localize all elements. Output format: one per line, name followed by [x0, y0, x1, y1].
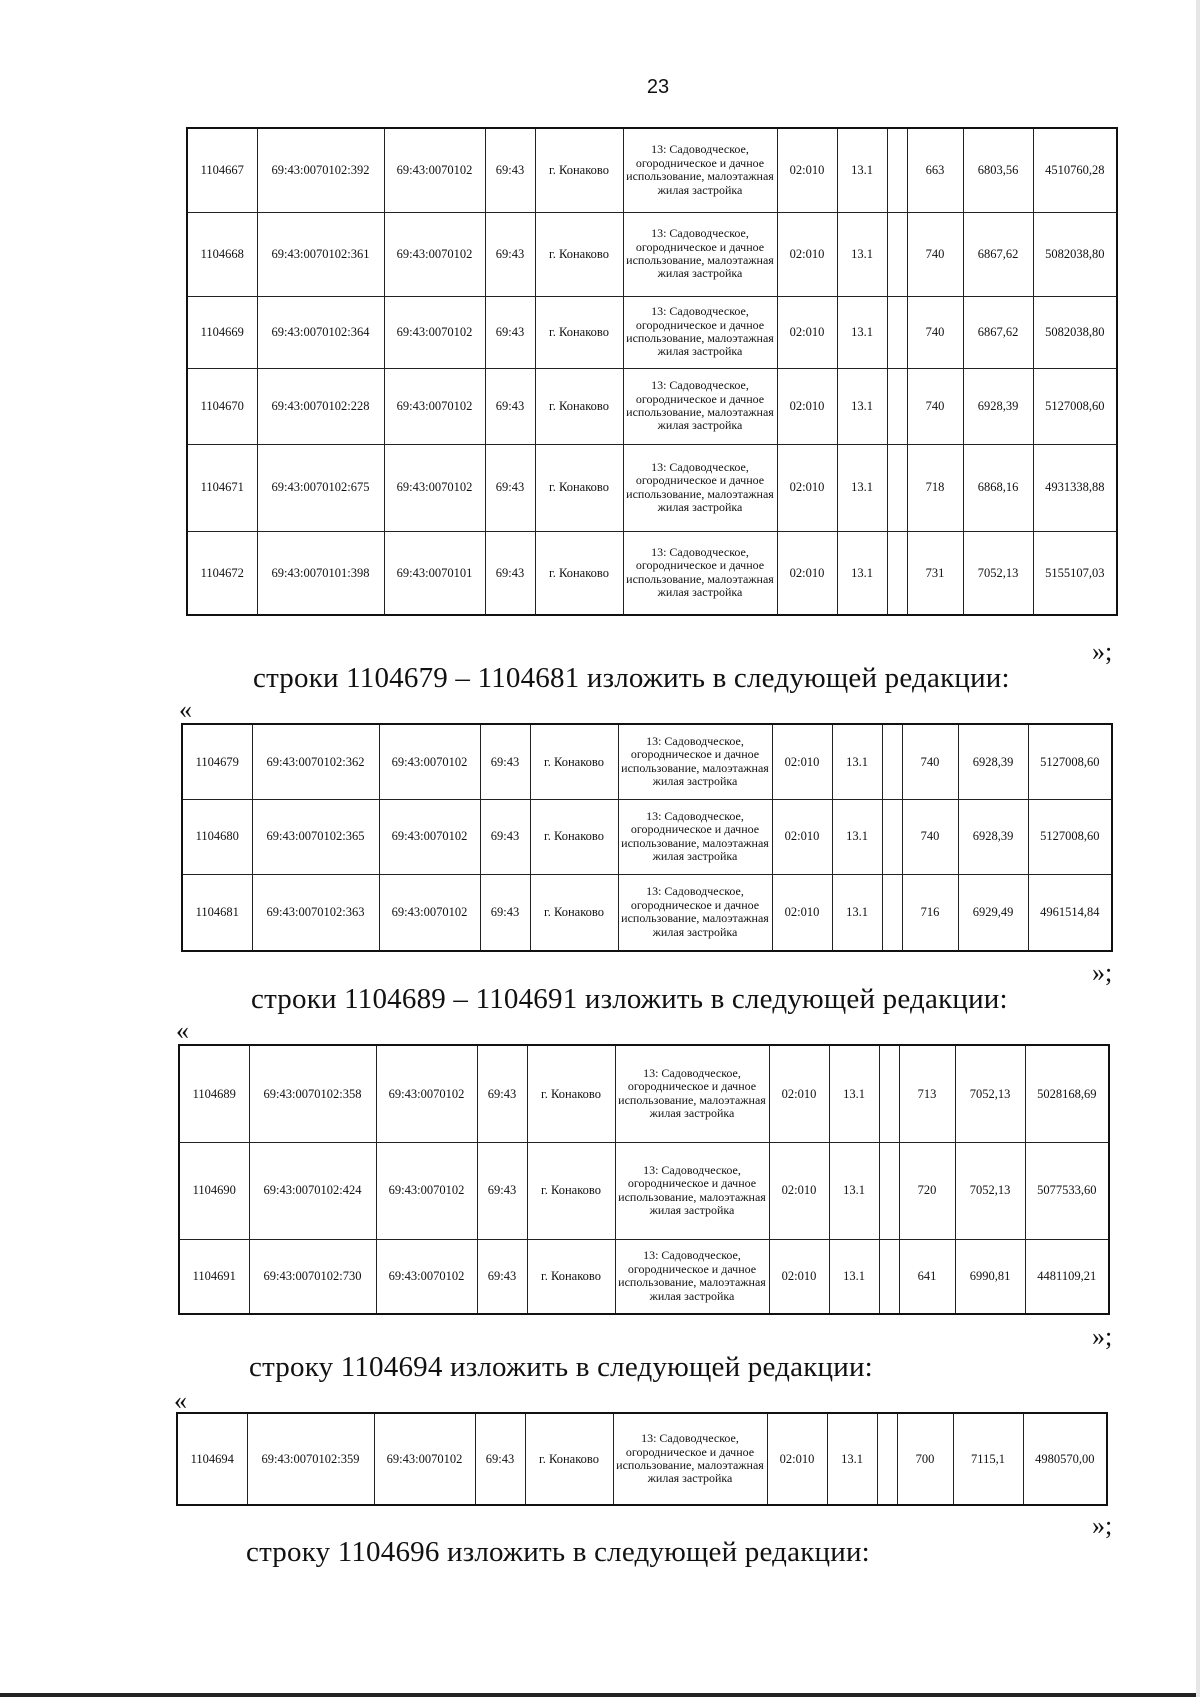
- cell-value: 5077533,60: [1025, 1142, 1109, 1239]
- cell-use: 13: Садоводческое, огородническое и дачное использование, малоэтажная жилая застройка: [615, 1142, 769, 1239]
- cell-group: 13.1: [832, 799, 882, 874]
- cell-quarter: 69:43:0070102: [384, 368, 485, 444]
- cell-quarter: 69:43:0070102: [374, 1413, 475, 1505]
- cell-use: 13: Садоводческое, огородническое и дачное использование, малоэтажная жилая застройка: [623, 212, 777, 296]
- cell-rate: 7115,1: [953, 1413, 1023, 1505]
- cell-area: 700: [897, 1413, 953, 1505]
- cell-id: 1104667: [187, 128, 257, 212]
- cell-use: 13: Садоводческое, огородническое и дачное использование, малоэтажная жилая застройка: [618, 874, 772, 951]
- land-plots-table: [181, 723, 1113, 952]
- cell-locality: г. Конаково: [530, 874, 618, 951]
- cell-id: 1104668: [187, 212, 257, 296]
- cell-group: 13.1: [837, 128, 887, 212]
- cell-blank: [887, 531, 907, 615]
- cell-area: 720: [899, 1142, 955, 1239]
- section-heading: строки 1104679 – 1104681 изложить в следующей редакции:: [253, 662, 1010, 694]
- cell-quarter: 69:43:0070102: [379, 799, 480, 874]
- table-row: [187, 444, 1117, 531]
- land-plots-table: [186, 127, 1118, 616]
- cell-cadastral: 69:43:0070102:358: [249, 1045, 376, 1142]
- table-row: [187, 296, 1117, 368]
- cell-group: 13.1: [837, 444, 887, 531]
- cell-code: 02:010: [772, 874, 832, 951]
- cell-cadastral: 69:43:0070102:424: [249, 1142, 376, 1239]
- cell-rate: 7052,13: [955, 1142, 1025, 1239]
- cell-id: 1104680: [182, 799, 252, 874]
- cell-rate: 6990,81: [955, 1239, 1025, 1314]
- cell-code: 02:010: [772, 724, 832, 799]
- table-row: [179, 1045, 1109, 1142]
- cell-group: 13.1: [837, 531, 887, 615]
- cell-quarter: 69:43:0070102: [376, 1142, 477, 1239]
- table-row: [182, 724, 1112, 799]
- cell-locality: г. Конаково: [535, 368, 623, 444]
- opening-quote: «: [174, 1386, 187, 1415]
- cell-cadastral: 69:43:0070102:365: [252, 799, 379, 874]
- cell-quarter: 69:43:0070102: [384, 444, 485, 531]
- scan-edge-right: [1196, 0, 1200, 1697]
- cell-code: 02:010: [777, 531, 837, 615]
- table-row: [187, 531, 1117, 615]
- cell-code: 02:010: [777, 368, 837, 444]
- cell-cadastral: 69:43:0070102:361: [257, 212, 384, 296]
- cell-quarter: 69:43:0070102: [384, 296, 485, 368]
- cell-cadastral: 69:43:0070102:364: [257, 296, 384, 368]
- cell-use: 13: Садоводческое, огородническое и дачное использование, малоэтажная жилая застройка: [615, 1239, 769, 1314]
- cell-district: 69:43: [480, 724, 530, 799]
- cell-blank: [879, 1142, 899, 1239]
- cell-use: 13: Садоводческое, огородническое и дачное использование, малоэтажная жилая застройка: [618, 724, 772, 799]
- cell-blank: [877, 1413, 897, 1505]
- cell-locality: г. Конаково: [527, 1239, 615, 1314]
- cell-id: 1104690: [179, 1142, 249, 1239]
- table-row: [179, 1239, 1109, 1314]
- cell-use: 13: Садоводческое, огородническое и дачное использование, малоэтажная жилая застройка: [613, 1413, 767, 1505]
- cell-rate: 6928,39: [958, 799, 1028, 874]
- cell-value: 4931338,88: [1033, 444, 1117, 531]
- cell-blank: [887, 128, 907, 212]
- cell-value: 5082038,80: [1033, 296, 1117, 368]
- cell-use: 13: Садоводческое, огородническое и дачное использование, малоэтажная жилая застройка: [623, 128, 777, 212]
- cell-rate: 6868,16: [963, 444, 1033, 531]
- closing-quote: »;: [1092, 958, 1113, 987]
- opening-quote: «: [176, 1016, 189, 1045]
- cell-id: 1104679: [182, 724, 252, 799]
- cell-district: 69:43: [485, 531, 535, 615]
- scan-edge-bottom: [0, 1693, 1200, 1697]
- closing-quote: »;: [1092, 1322, 1113, 1351]
- cell-blank: [887, 444, 907, 531]
- cell-district: 69:43: [475, 1413, 525, 1505]
- table-row: [177, 1413, 1107, 1505]
- cell-value: 4481109,21: [1025, 1239, 1109, 1314]
- cell-district: 69:43: [485, 444, 535, 531]
- cell-locality: г. Конаково: [535, 128, 623, 212]
- cell-group: 13.1: [832, 874, 882, 951]
- section-heading: строку 1104694 изложить в следующей редакции:: [249, 1351, 873, 1383]
- table-row: [187, 368, 1117, 444]
- cell-id: 1104669: [187, 296, 257, 368]
- cell-blank: [879, 1239, 899, 1314]
- cell-blank: [882, 724, 902, 799]
- cell-id: 1104689: [179, 1045, 249, 1142]
- cell-code: 02:010: [777, 128, 837, 212]
- cell-code: 02:010: [777, 296, 837, 368]
- table-row: [187, 212, 1117, 296]
- cell-locality: г. Конаково: [527, 1142, 615, 1239]
- cell-cadastral: 69:43:0070102:392: [257, 128, 384, 212]
- cell-area: 641: [899, 1239, 955, 1314]
- cell-id: 1104670: [187, 368, 257, 444]
- cell-locality: г. Конаково: [535, 444, 623, 531]
- cell-blank: [882, 799, 902, 874]
- cell-cadastral: 69:43:0070102:675: [257, 444, 384, 531]
- cell-district: 69:43: [480, 799, 530, 874]
- cell-district: 69:43: [485, 296, 535, 368]
- cell-district: 69:43: [477, 1045, 527, 1142]
- cell-area: 718: [907, 444, 963, 531]
- cell-cadastral: 69:43:0070102:228: [257, 368, 384, 444]
- cell-quarter: 69:43:0070102: [384, 128, 485, 212]
- table-row: [182, 874, 1112, 951]
- cell-rate: 7052,13: [955, 1045, 1025, 1142]
- cell-group: 13.1: [829, 1045, 879, 1142]
- opening-quote: «: [179, 695, 192, 724]
- page-number: 23: [646, 76, 670, 98]
- cell-rate: 6929,49: [958, 874, 1028, 951]
- cell-blank: [887, 296, 907, 368]
- cell-blank: [887, 212, 907, 296]
- cell-area: 740: [902, 724, 958, 799]
- land-plots-table: [178, 1044, 1110, 1315]
- cell-locality: г. Конаково: [530, 724, 618, 799]
- cell-quarter: 69:43:0070102: [376, 1045, 477, 1142]
- cell-id: 1104681: [182, 874, 252, 951]
- cell-area: 740: [902, 799, 958, 874]
- cell-district: 69:43: [480, 874, 530, 951]
- cell-value: 5155107,03: [1033, 531, 1117, 615]
- cell-quarter: 69:43:0070102: [379, 874, 480, 951]
- cell-area: 663: [907, 128, 963, 212]
- cell-area: 716: [902, 874, 958, 951]
- cell-locality: г. Конаково: [527, 1045, 615, 1142]
- cell-code: 02:010: [777, 444, 837, 531]
- cell-district: 69:43: [477, 1142, 527, 1239]
- cell-group: 13.1: [837, 212, 887, 296]
- cell-rate: 6928,39: [963, 368, 1033, 444]
- cell-district: 69:43: [477, 1239, 527, 1314]
- cell-value: 5127008,60: [1033, 368, 1117, 444]
- cell-rate: 6867,62: [963, 212, 1033, 296]
- cell-code: 02:010: [772, 799, 832, 874]
- cell-rate: 6928,39: [958, 724, 1028, 799]
- cell-value: 5028168,69: [1025, 1045, 1109, 1142]
- cell-blank: [882, 874, 902, 951]
- cell-value: 5082038,80: [1033, 212, 1117, 296]
- cell-area: 740: [907, 368, 963, 444]
- cell-area: 740: [907, 212, 963, 296]
- cell-locality: г. Конаково: [535, 531, 623, 615]
- cell-group: 13.1: [829, 1239, 879, 1314]
- cell-quarter: 69:43:0070102: [376, 1239, 477, 1314]
- land-plots-table: [176, 1412, 1108, 1506]
- closing-quote: »;: [1092, 637, 1113, 666]
- cell-rate: 6867,62: [963, 296, 1033, 368]
- cell-area: 713: [899, 1045, 955, 1142]
- cell-group: 13.1: [827, 1413, 877, 1505]
- cell-cadastral: 69:43:0070102:363: [252, 874, 379, 951]
- cell-area: 740: [907, 296, 963, 368]
- cell-code: 02:010: [769, 1142, 829, 1239]
- cell-cadastral: 69:43:0070102:730: [249, 1239, 376, 1314]
- cell-district: 69:43: [485, 128, 535, 212]
- cell-use: 13: Садоводческое, огородническое и дачное использование, малоэтажная жилая застройка: [623, 368, 777, 444]
- cell-group: 13.1: [829, 1142, 879, 1239]
- cell-use: 13: Садоводческое, огородническое и дачное использование, малоэтажная жилая застройка: [623, 444, 777, 531]
- closing-quote: »;: [1092, 1511, 1113, 1540]
- cell-code: 02:010: [769, 1239, 829, 1314]
- cell-rate: 7052,13: [963, 531, 1033, 615]
- cell-quarter: 69:43:0070102: [384, 212, 485, 296]
- cell-quarter: 69:43:0070102: [379, 724, 480, 799]
- cell-quarter: 69:43:0070101: [384, 531, 485, 615]
- cell-blank: [887, 368, 907, 444]
- cell-id: 1104672: [187, 531, 257, 615]
- table-row: [179, 1142, 1109, 1239]
- cell-code: 02:010: [767, 1413, 827, 1505]
- cell-value: 4961514,84: [1028, 874, 1112, 951]
- cell-rate: 6803,56: [963, 128, 1033, 212]
- cell-locality: г. Конаково: [530, 799, 618, 874]
- table-row: [182, 799, 1112, 874]
- cell-value: 4980570,00: [1023, 1413, 1107, 1505]
- cell-locality: г. Конаково: [525, 1413, 613, 1505]
- cell-cadastral: 69:43:0070102:359: [247, 1413, 374, 1505]
- cell-id: 1104691: [179, 1239, 249, 1314]
- cell-id: 1104694: [177, 1413, 247, 1505]
- cell-code: 02:010: [769, 1045, 829, 1142]
- table-row: [187, 128, 1117, 212]
- section-heading: строки 1104689 – 1104691 изложить в следующей редакции:: [251, 983, 1008, 1015]
- cell-blank: [879, 1045, 899, 1142]
- cell-group: 13.1: [837, 296, 887, 368]
- cell-area: 731: [907, 531, 963, 615]
- cell-locality: г. Конаково: [535, 212, 623, 296]
- cell-value: 4510760,28: [1033, 128, 1117, 212]
- cell-use: 13: Садоводческое, огородническое и дачное использование, малоэтажная жилая застройка: [615, 1045, 769, 1142]
- cell-district: 69:43: [485, 212, 535, 296]
- cell-district: 69:43: [485, 368, 535, 444]
- cell-use: 13: Садоводческое, огородническое и дачное использование, малоэтажная жилая застройка: [623, 531, 777, 615]
- cell-value: 5127008,60: [1028, 724, 1112, 799]
- section-heading: строку 1104696 изложить в следующей редакции:: [246, 1536, 870, 1568]
- cell-value: 5127008,60: [1028, 799, 1112, 874]
- cell-cadastral: 69:43:0070101:398: [257, 531, 384, 615]
- cell-group: 13.1: [832, 724, 882, 799]
- cell-group: 13.1: [837, 368, 887, 444]
- cell-use: 13: Садоводческое, огородническое и дачное использование, малоэтажная жилая застройка: [623, 296, 777, 368]
- cell-code: 02:010: [777, 212, 837, 296]
- cell-id: 1104671: [187, 444, 257, 531]
- cell-use: 13: Садоводческое, огородническое и дачное использование, малоэтажная жилая застройка: [618, 799, 772, 874]
- cell-cadastral: 69:43:0070102:362: [252, 724, 379, 799]
- cell-locality: г. Конаково: [535, 296, 623, 368]
